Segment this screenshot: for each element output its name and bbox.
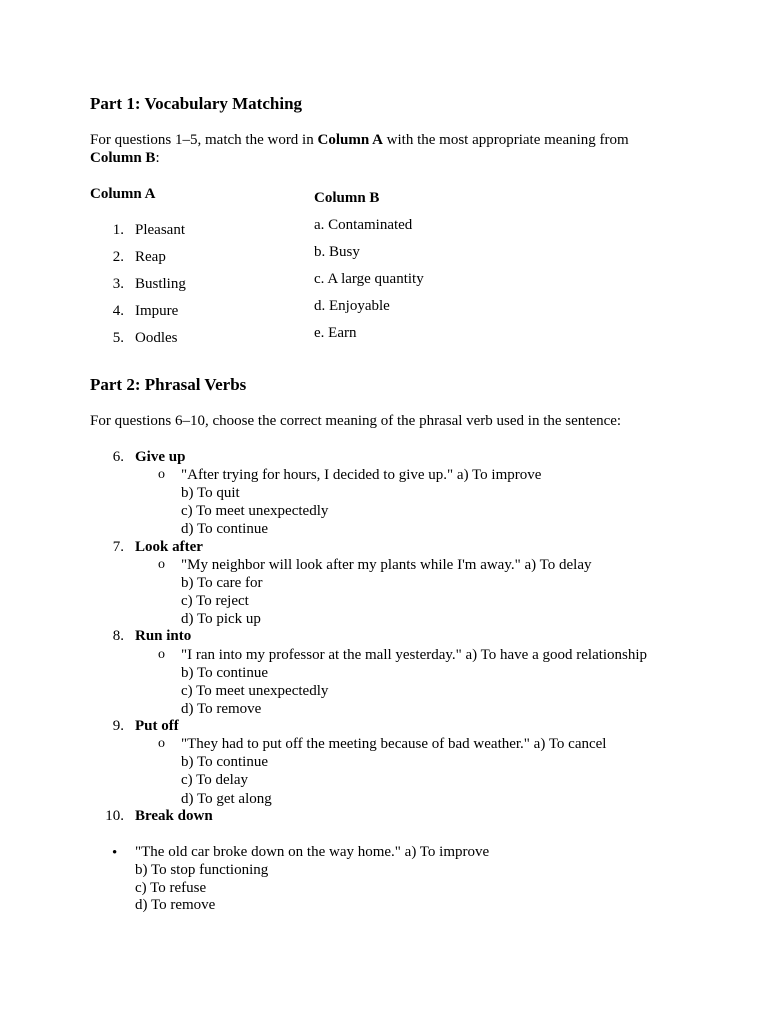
part2-title: Part 2: Phrasal Verbs xyxy=(90,375,247,394)
answer-option: d) To remove xyxy=(181,701,262,717)
phrasal-verb: Look after xyxy=(135,539,203,555)
answer-option: b) To stop functioning xyxy=(135,862,269,878)
question-number: 10. xyxy=(105,808,124,824)
answer-option: b) To quit xyxy=(181,485,240,501)
item-number: 1. xyxy=(112,222,124,238)
sub-bullet-icon: o xyxy=(158,467,165,482)
item-number: 5. xyxy=(112,330,124,346)
sub-bullet-icon: o xyxy=(158,736,165,751)
answer-option: c) To refuse xyxy=(135,880,207,896)
answer-option: c) To meet unexpectedly xyxy=(181,503,329,519)
list-item: d. Enjoyable xyxy=(314,298,390,314)
phrasal-verb: Give up xyxy=(135,449,186,465)
question-number: 6. xyxy=(112,449,124,465)
question-sentence: "They had to put off the meeting because of bad weather." a) To cancel xyxy=(181,736,607,752)
phrasal-verb: Run into xyxy=(135,628,192,644)
item-number: 2. xyxy=(112,249,124,265)
bullet-icon: • xyxy=(112,845,118,861)
question-sentence: "After trying for hours, I decided to give up." a) To improve xyxy=(181,467,542,483)
item-word: Oodles xyxy=(135,330,178,346)
sub-bullet-icon: o xyxy=(158,557,165,572)
list-item: a. Contaminated xyxy=(314,217,413,233)
part1-intro-line2 xyxy=(90,149,160,167)
item-word: Pleasant xyxy=(135,222,185,238)
question-number: 8. xyxy=(112,628,124,644)
part1-title: Part 1: Vocabulary Matching xyxy=(90,94,303,113)
part1-intro-line1 xyxy=(90,131,629,149)
item-word: Bustling xyxy=(135,276,186,292)
part1-intro-pre: For questions 1–5, match the word in xyxy=(90,132,318,148)
column-b-header: Column B xyxy=(314,190,380,206)
answer-option: b) To continue xyxy=(181,754,268,770)
answer-option: c) To meet unexpectedly xyxy=(181,683,329,699)
answer-option: c) To delay xyxy=(181,772,248,788)
answer-option: b) To continue xyxy=(181,665,268,681)
answer-option: b) To care for xyxy=(181,575,263,591)
question-sentence: "My neighbor will look after my plants while I'm away." a) To delay xyxy=(181,557,592,573)
item-word: Reap xyxy=(135,249,166,265)
column-a-header: Column A xyxy=(90,186,156,202)
part2-intro: For questions 6–10, choose the correct meaning of the phrasal verb used in the sentence: xyxy=(90,413,622,429)
question-number: 9. xyxy=(112,718,124,734)
item-word: Impure xyxy=(135,303,179,319)
phrasal-verb: Break down xyxy=(135,808,213,824)
part1-intro-column-a: Column A xyxy=(317,132,383,148)
list-item: b. Busy xyxy=(314,244,360,260)
part1-intro-mid: with the most appropriate meaning from xyxy=(382,132,629,148)
answer-option: d) To remove xyxy=(135,897,216,913)
sub-bullet-icon: o xyxy=(158,647,165,662)
answer-option: c) To reject xyxy=(181,593,249,609)
part1-intro-end: : xyxy=(155,150,160,166)
question-sentence: "The old car broke down on the way home." a) To improve xyxy=(135,844,490,860)
answer-option: d) To get along xyxy=(181,791,272,807)
item-number: 3. xyxy=(112,276,124,292)
question-sentence: "I ran into my professor at the mall yesterday." a) To have a good relationship xyxy=(181,647,648,663)
question-number: 7. xyxy=(112,539,124,555)
item-number: 4. xyxy=(112,303,124,319)
answer-option: d) To continue xyxy=(181,521,268,537)
part1-intro-column-b: Column B xyxy=(90,150,156,166)
list-item: e. Earn xyxy=(314,325,357,341)
phrasal-verb: Put off xyxy=(135,718,179,734)
list-item: c. A large quantity xyxy=(314,271,424,287)
answer-option: d) To pick up xyxy=(181,611,261,627)
